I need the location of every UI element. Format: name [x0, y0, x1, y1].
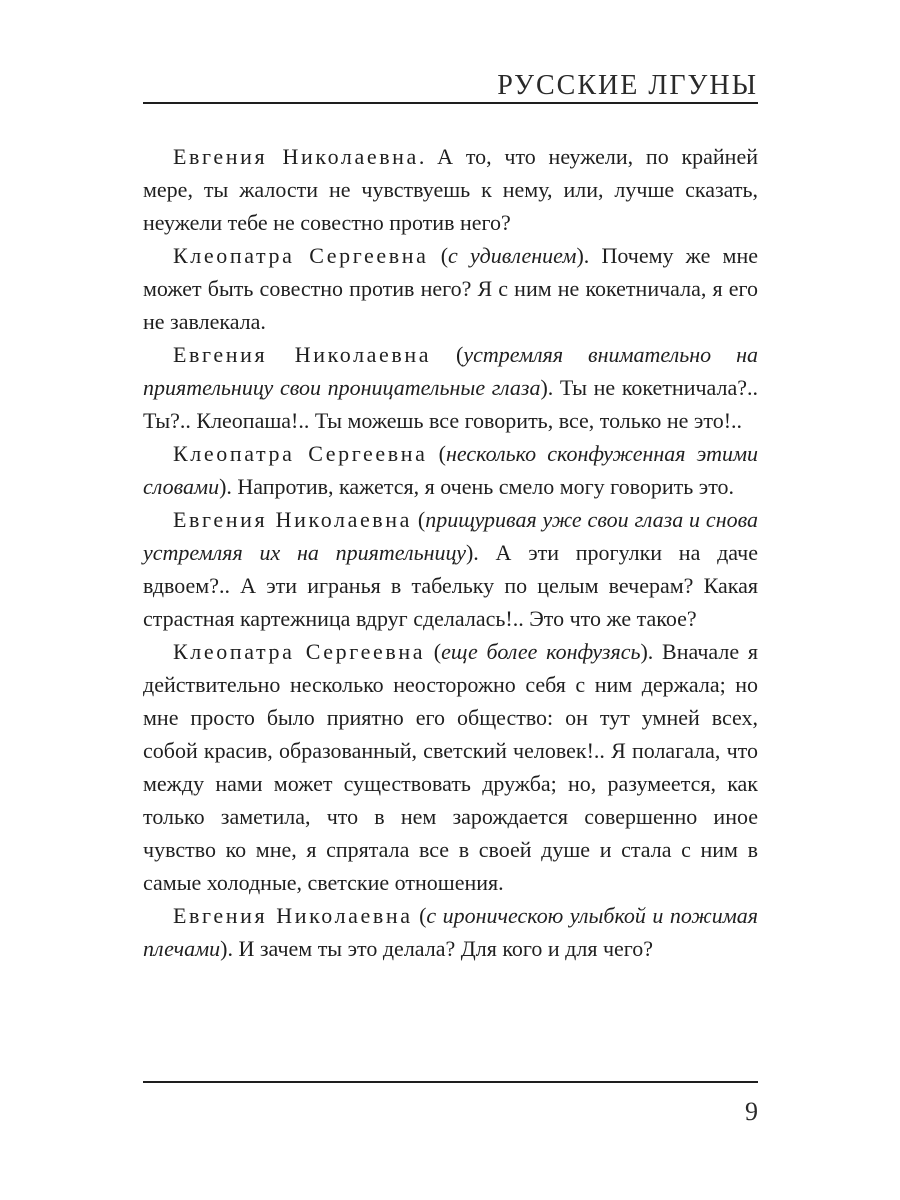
dialogue-text: ). Напротив, кажется, я очень смело могу говорить это.	[219, 474, 735, 499]
stage-direction: с ироническою улыбкой и пожимая плечами	[143, 903, 758, 961]
dialogue-text: ). Ты не кокетничала?.. Ты?.. Клеопаша!.. Ты можешь все говорить, все, только не это!..	[143, 375, 759, 433]
paragraph	[143, 437, 758, 503]
paragraph	[143, 899, 758, 965]
dialogue-text: (	[428, 243, 449, 268]
dialogue-text: (	[412, 507, 426, 532]
speaker-name: Клеопатра Сергеевна	[173, 639, 426, 664]
dialogue-text: (	[427, 441, 446, 466]
stage-direction: несколько сконфуженная этими словами	[143, 441, 759, 499]
speaker-name: Евгения Николаевна	[173, 342, 432, 367]
dialogue-text: ). Вначале я действительно несколько неосторожно себя с ним держала; но мне просто было приятно его общество: он тут умней всех, собой красив, образованный, светский человек!.. Я полагала, что между нами может существовать дружба; но, разумеется, как только заметила, что в нем зарождается совершенно иное чувство ко мне, я спрятала все в своей душе и стала с ним в самые холодные, светские отношения.	[143, 639, 758, 895]
footer-rule	[143, 1081, 758, 1083]
stage-direction: еще более конфузясь	[441, 639, 641, 664]
stage-direction: с удивлением	[448, 243, 577, 268]
dialogue-text: ). И зачем ты это делала? Для кого и для чего?	[220, 936, 654, 961]
dialogue-text: (	[425, 639, 442, 664]
speaker-name: Клеопатра Сергеевна	[173, 243, 429, 268]
speaker-name: Евгения Николаевна	[173, 903, 413, 928]
speaker-name: Евгения Николаевна	[173, 144, 419, 169]
page-number: 9	[745, 1097, 758, 1126]
speaker-name: Клеопатра Сергеевна	[173, 441, 428, 466]
page-text	[143, 140, 758, 965]
dialogue-text: . А то, что неужели, по крайней мере, ты жалости не чувствуешь к нему, или, лучше сказать, неужели тебе не совестно против него?	[143, 144, 758, 235]
dialogue-text: ). А эти прогулки на даче вдвоем?.. А эти игранья в табельку по целым вечерам? Какая страстная картежница вдруг сделалась!.. Это что же такое?	[143, 540, 758, 631]
header-rule	[143, 102, 758, 104]
paragraph	[143, 239, 758, 338]
paragraph	[143, 338, 758, 437]
running-title: РУССКИЕ ЛГУНЫ	[497, 70, 758, 101]
paragraph	[143, 635, 758, 899]
speaker-name: Евгения Николаевна	[173, 507, 413, 532]
dialogue-text: ). Почему же мне может быть совестно против него? Я с ним не кокетничала, я его не завлекала.	[143, 243, 758, 334]
stage-direction: устремляя внимательно на приятельницу свои проницательные глаза	[143, 342, 759, 400]
paragraph	[143, 140, 758, 239]
dialogue-text: (	[431, 342, 464, 367]
paragraph	[143, 503, 758, 635]
stage-direction: прищуривая уже свои глаза и снова устремляя их на приятельницу	[143, 507, 759, 565]
dialogue-text: (	[412, 903, 427, 928]
